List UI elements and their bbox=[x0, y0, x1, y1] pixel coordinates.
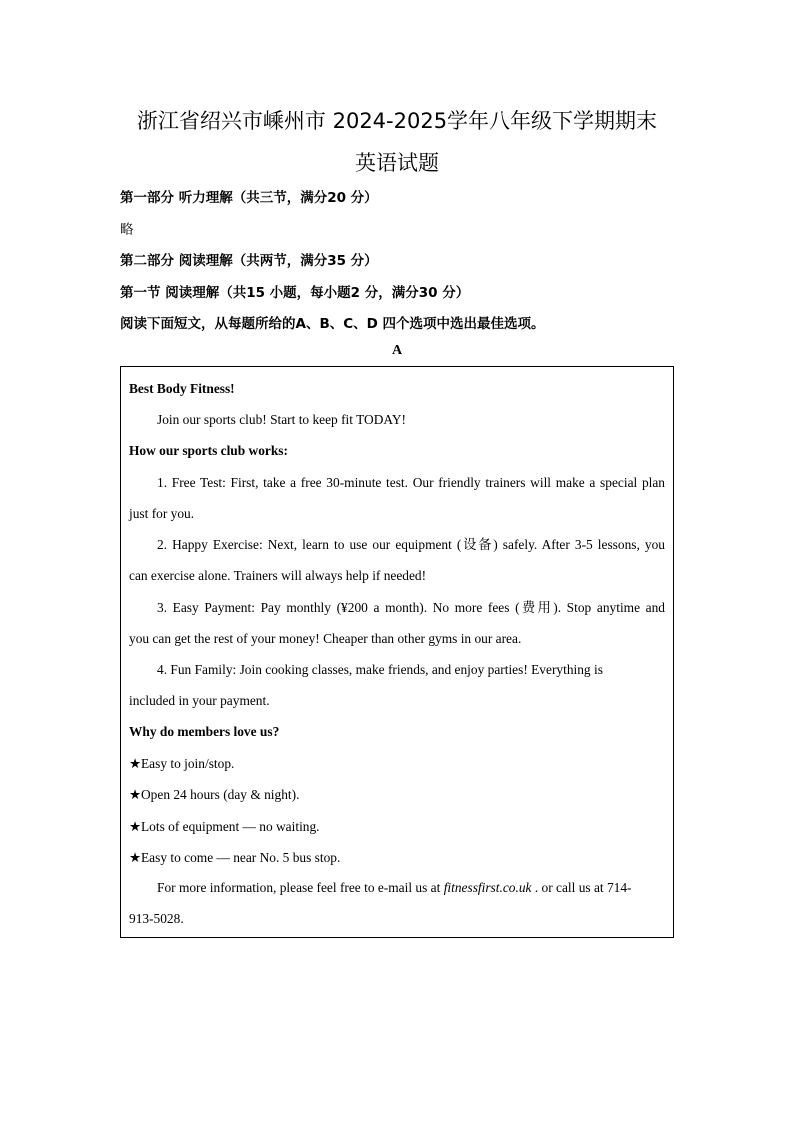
reason-4: ★Easy to come — near No. 5 bus stop. bbox=[129, 850, 341, 865]
instruction-text: 阅读下面短文，从每题所给的A、B、C、D 四个选项中选出最佳选项。 bbox=[120, 316, 545, 332]
passage-heading: Best Body Fitness! bbox=[129, 381, 235, 396]
exam-subtitle: 英语试题 bbox=[355, 151, 439, 175]
item-1-line-1: 1. Free Test: First, take a free 30-minute test. Our friendly trainers will make a special plan bbox=[157, 475, 665, 490]
item-2-line-2: can exercise alone. Trainers will always help if needed! bbox=[129, 568, 427, 583]
item-4-line-1: 4. Fun Family: Join cooking classes, make friends, and enjoy parties! Everything is bbox=[157, 662, 603, 677]
reason-1: ★Easy to join/stop. bbox=[129, 756, 235, 771]
works-heading: How our sports club works: bbox=[129, 443, 288, 458]
part1-note: 略 bbox=[120, 222, 134, 238]
contact-suffix: . or call us at 714- bbox=[531, 880, 632, 895]
love-heading: Why do members love us? bbox=[129, 724, 280, 739]
contact-line-2: 913-5028. bbox=[129, 911, 184, 926]
passage-box bbox=[120, 366, 674, 938]
contact-prefix: For more information, please feel free to e-mail us at bbox=[157, 880, 444, 895]
item-4-line-2: included in your payment. bbox=[129, 693, 270, 708]
part2-heading: 第二部分 阅读理解（共两节，满分35 分） bbox=[120, 253, 378, 269]
item-3-line-2: you can get the rest of your money! Cheaper than other gyms in our area. bbox=[129, 631, 522, 646]
item-3-line-1: 3. Easy Payment: Pay monthly (¥200 a month). No more fees (费用). Stop anytime and bbox=[157, 600, 665, 615]
item-2-line-1: 2. Happy Exercise: Next, learn to use our equipment (设备) safely. After 3-5 lessons, you bbox=[157, 537, 665, 552]
part1-heading: 第一部分 听力理解（共三节，满分20 分） bbox=[120, 190, 378, 206]
exam-title: 浙江省绍兴市嵊州市 2024-2025学年八年级下学期期末 bbox=[136, 109, 658, 133]
contact-email-link[interactable]: fitnessfirst.co.uk bbox=[443, 880, 532, 895]
reason-2: ★Open 24 hours (day & night). bbox=[129, 787, 300, 802]
passage-label: A bbox=[391, 343, 403, 358]
contact-line-1 bbox=[157, 879, 665, 897]
item-1-line-2: just for you. bbox=[129, 506, 195, 521]
reason-3: ★Lots of equipment — no waiting. bbox=[129, 819, 320, 834]
passage-intro: Join our sports club! Start to keep fit TODAY! bbox=[157, 412, 406, 427]
section1-heading: 第一节 阅读理解（共15 小题，每小题2 分，满分30 分） bbox=[120, 285, 470, 301]
